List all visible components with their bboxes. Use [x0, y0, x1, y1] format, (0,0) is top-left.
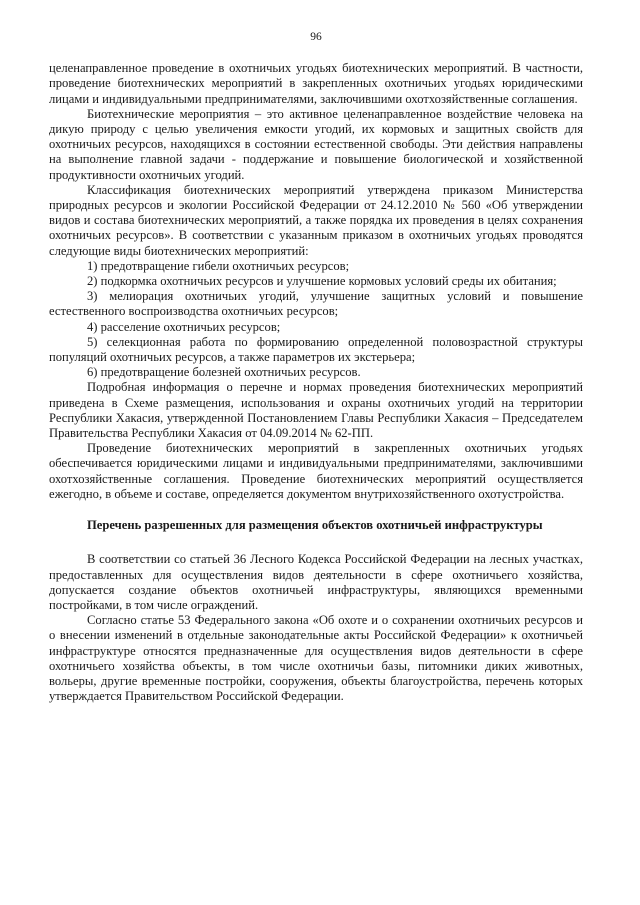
paragraph-continuation: целенаправленное проведение в охотничьих угодьях биотехнических мероприятий. В частности, проведение биотехнических мероприятий в закрепленных охотничьих угодьях юридическими лицами и индивидуальными предпринимателями, заключившими охотхозяйственные соглашения. [49, 61, 583, 106]
section-heading: Перечень разрешенных для размещения объектов охотничьей инфраструктуры [87, 518, 543, 533]
list-item: 1) предотвращение гибели охотничьих ресурсов; [87, 258, 350, 273]
paragraph-implementation: Проведение биотехнических мероприятий в закрепленных охотничьих угодьях обеспечивается юридическими лицами и индивидуальными предпринимателями, заключившими охотхозяйственные соглашения. Проведение биотехнических мероприятий осуществляется ежегодно, в объеме и составе, определяется документом внутрихозяйственного охотустройства. [49, 441, 583, 501]
paragraph-detailed-info: Подробная информация о перечне и нормах проведения биотехнических мероприятий приведена в Схеме размещения, использования и охраны охотничьих угодий на территории Республики Хакасия, утвержденной Постановлением Главы Республики Хакасия – Председателем Правительства Республики Хакасия от 04.09.2014 № 62-ПП. [49, 380, 583, 441]
list-item: 4) расселение охотничьих ресурсов; [87, 319, 281, 334]
list-item: 3) мелиорация охотничьих угодий, улучшение защитных условий и повышение естественного воспроизводства охотничьих ресурсов; [49, 289, 583, 319]
paragraph-federal-law: Согласно статье 53 Федерального закона «Об охоте и о сохранении охотничьих ресурсов и о внесении изменений в отдельные законодательные акты Российской Федерации» к охотничьей инфраструктуре относятся предназначенные для осуществления видов деятельности в сфере охотничьего хозяйства объекты, в том числе охотничьи базы, питомники диких животных, вольеры, другие временные постройки, сооружения, объекты благоустройства, перечень которых утверждается Правительством Российской Федерации. [49, 613, 583, 704]
list-item: 6) предотвращение болезней охотничьих ресурсов. [87, 365, 361, 380]
paragraph-biotech-definition: Биотехнические мероприятия – это активное целенаправленное воздействие человека на дикую природу с целью увеличения емкости угодий, их кормовых и защитных свойств для охотничьих ресурсов, находящихся в состоянии естественной свободы. Эти действия направлены на выполнение главной задачи - поддержание и повышение биологической и хозяйственной продуктивности охотничьих угодий. [49, 106, 583, 182]
page-number: 96 [310, 31, 322, 43]
list-item: 2) подкормка охотничьих ресурсов и улучшение кормовых условий среды их обитания; [87, 274, 557, 289]
paragraph-classification: Классификация биотехнических мероприятий утверждена приказом Министерства природных ресурсов и экологии Российской Федерации от 24.12.2010 № 560 «Об утверждении видов и состава биотехнических мероприятий, а также порядка их проведения в целях сохранения охотничьих ресурсов». В соответствии с указанным приказом в охотничьих угодьях проводятся следующие виды биотехнических мероприятий: [49, 182, 583, 258]
paragraph-forest-code: В соответствии со статьей 36 Лесного Кодекса Российской Федерации на лесных участках, предоставленных для осуществления видов деятельности в сфере охотничьего хозяйства, допускается создание объектов охотничьей инфраструктуры, являющихся временными постройками, в том числе ограждений. [49, 552, 583, 612]
list-item: 5) селекционная работа по формированию определенной половозрастной структуры популяций охотничьих ресурсов, а также параметров их экстерьера; [49, 334, 583, 365]
